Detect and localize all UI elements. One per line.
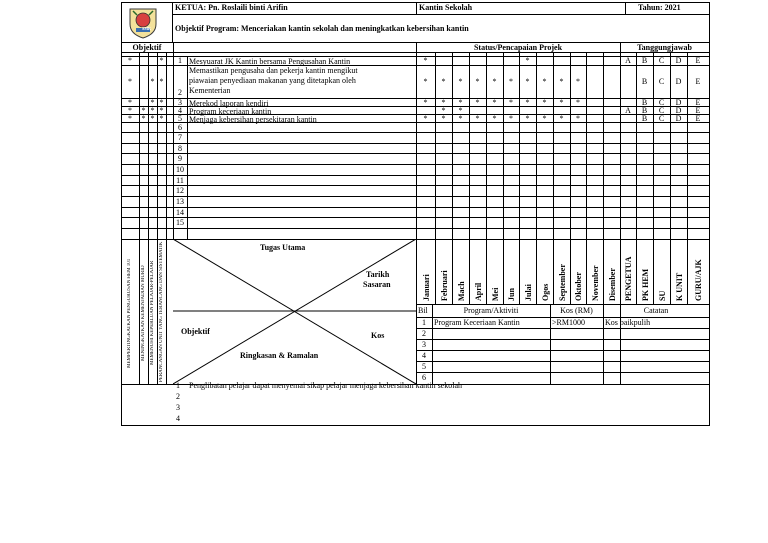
- status-mark: *: [441, 106, 446, 115]
- resp-letter: B: [641, 98, 648, 107]
- status-mark: *: [458, 106, 463, 115]
- month-col-line: [570, 239, 571, 305]
- program-name: Program Keceriaan Kantin: [434, 318, 520, 327]
- month-label: Januari: [422, 274, 431, 301]
- resp-letter: C: [658, 77, 665, 86]
- program-kos: >RM1000: [552, 318, 585, 327]
- row-activity-text: Mesyuarat JK Kantin bersama Pengusahan Kantin: [189, 57, 351, 66]
- note-number: 4: [176, 414, 180, 423]
- month-label: Disember: [608, 268, 617, 301]
- objektif-mark: *: [150, 114, 155, 123]
- resp-letter: C: [658, 114, 665, 123]
- table-row: [121, 175, 709, 185]
- row-number: 8: [178, 144, 182, 153]
- status-mark: *: [458, 77, 463, 86]
- row-number: 5: [178, 114, 182, 123]
- diagram-sasaran: Sasaran: [363, 280, 391, 289]
- month-label: Mei: [491, 287, 500, 301]
- objektif-mark: *: [150, 77, 155, 86]
- objektif-mark: *: [141, 114, 146, 123]
- status-mark: *: [509, 114, 513, 123]
- table-row-line: [121, 228, 710, 229]
- status-mark: *: [492, 77, 497, 86]
- month-col-line: [452, 239, 453, 305]
- header-divider: [172, 2, 173, 43]
- objektif-program: Objektif Program: Menceriakan kantin sekolah dan meningkatkan kebersihan kantin: [175, 24, 469, 33]
- status-mark: *: [525, 56, 530, 65]
- column-tanggungjawab-header: Tanggungjawab: [637, 43, 692, 52]
- program-row-line: [416, 350, 710, 351]
- row-number: 15: [176, 218, 184, 227]
- resp-letter: B: [641, 114, 648, 123]
- month-col-line: [586, 239, 587, 305]
- status-mark: *: [492, 114, 497, 123]
- column-status-header: Status/Pencapaian Projek: [473, 43, 563, 52]
- program-header: Kos (RM): [560, 306, 593, 315]
- role-label: K UNIT: [675, 272, 684, 301]
- table-row: [121, 207, 709, 217]
- objektif-mark: *: [159, 98, 164, 107]
- note-number: 1: [176, 381, 180, 390]
- resp-letter: A: [625, 106, 631, 115]
- border-bottom: [121, 425, 710, 426]
- month-label: Februari: [440, 270, 449, 301]
- role-label: PK HEM: [641, 268, 650, 301]
- resp-letter: E: [695, 106, 701, 115]
- row-number: 9: [178, 154, 182, 163]
- month-label: Jun: [507, 288, 516, 301]
- program-bil: 3: [422, 340, 426, 349]
- row-activity-text: Kementerian: [189, 86, 231, 95]
- column-objektif-header: Objektif: [132, 43, 162, 52]
- objektif-label: MENINGKATKAN KEMENJADIAN MURID: [141, 265, 146, 361]
- status-mark: *: [525, 114, 530, 123]
- row-number: 1: [178, 56, 182, 65]
- diagram-kos: Kos: [371, 331, 385, 340]
- table-row: [121, 217, 709, 228]
- resp-letter: D: [675, 77, 682, 86]
- month-label: Ogos: [541, 283, 550, 301]
- row-number: 12: [176, 186, 184, 195]
- resp-letter: E: [695, 98, 701, 107]
- objektif-mark: *: [150, 106, 155, 115]
- header-divider: [625, 2, 626, 15]
- table-row: [121, 164, 709, 175]
- role-label: PENGETUA: [624, 256, 633, 301]
- resp-letter: D: [675, 98, 682, 107]
- month-col-line: [519, 239, 520, 305]
- program-col-line: [603, 304, 604, 385]
- objektif-mark: *: [128, 56, 132, 65]
- objektif-label: MEMPERTINGKATKAN PENGURUSAN HEM 101: [127, 258, 132, 368]
- row-number: 10: [176, 165, 184, 174]
- status-mark: *: [509, 77, 513, 86]
- status-mark: *: [475, 77, 480, 86]
- status-mark: *: [576, 98, 580, 107]
- header-divider: [416, 2, 417, 15]
- status-mark: *: [542, 77, 547, 86]
- resp-letter: E: [695, 77, 701, 86]
- table-row: [121, 122, 709, 132]
- program-row-line: [416, 372, 710, 373]
- status-mark: *: [576, 114, 580, 123]
- status-mark: *: [423, 98, 428, 107]
- role-line: [620, 304, 710, 305]
- school-logo-text: SMK: [142, 26, 152, 31]
- row-number: 4: [178, 106, 182, 115]
- header-tahun: Tahun: 2021: [638, 3, 681, 12]
- status-mark: *: [441, 77, 446, 86]
- objektif-label: MEMENUHI KEPERLUAN PELAJAR-PELAJAR: [150, 260, 155, 366]
- month-col-line: [536, 239, 537, 305]
- objektif-mark: *: [159, 114, 164, 123]
- row-number: 11: [176, 176, 184, 185]
- table-row: [121, 143, 709, 153]
- table-row: [121, 132, 709, 143]
- status-mark: *: [441, 98, 446, 107]
- month-label: Julai: [524, 284, 533, 301]
- month-label: April: [474, 282, 483, 301]
- month-label: November: [591, 265, 600, 301]
- note-number: 2: [176, 392, 180, 401]
- objektif-label: PERANCANGAN UNIT YANG TERANCANG DAN SISTEMATIK: [159, 241, 164, 382]
- status-mark: *: [423, 56, 428, 65]
- row-number: 14: [176, 208, 184, 217]
- row-activity-text: piawaian penyediaan makanan yang ditetapkan oleh: [189, 76, 356, 85]
- resp-letter: B: [641, 56, 648, 65]
- status-mark: *: [542, 114, 547, 123]
- diagram-ringkasan: Ringkasan & Ramalan: [240, 351, 319, 360]
- objektif-mark: *: [128, 98, 132, 107]
- role-col-line: [687, 239, 688, 305]
- program-row-line: [416, 339, 710, 340]
- status-mark: *: [525, 98, 530, 107]
- row-number: 3: [178, 98, 182, 107]
- resp-letter: A: [625, 56, 631, 65]
- status-mark: *: [559, 98, 564, 107]
- header-ketua: KETUA: Pn. Roslaili binti Arifin: [175, 3, 288, 12]
- row-activity-text: Memastikan pengusaha dan pekerja kantin mengikut: [189, 66, 358, 75]
- program-header: Catatan: [643, 306, 669, 315]
- program-col-line: [550, 304, 551, 385]
- status-mark: *: [509, 98, 513, 107]
- resp-letter: E: [695, 114, 701, 123]
- role-col-line: [636, 239, 637, 305]
- status-mark: *: [475, 98, 480, 107]
- role-label: SU: [658, 290, 667, 301]
- row-number: 6: [178, 123, 182, 132]
- status-mark: *: [441, 114, 446, 123]
- month-col-line: [435, 239, 436, 305]
- objektif-mark: *: [159, 106, 164, 115]
- row-activity-text: Menjaga kebersihan persekitaran kantin: [189, 115, 317, 124]
- role-col-line: [670, 239, 671, 305]
- status-mark: *: [475, 114, 480, 123]
- school-logo: [126, 6, 160, 39]
- resp-letter: D: [675, 106, 682, 115]
- objektif-mark: *: [159, 56, 164, 65]
- objektif-mark: *: [128, 106, 132, 115]
- month-col-line: [503, 239, 504, 305]
- resp-letter: D: [675, 114, 682, 123]
- status-mark: *: [458, 98, 463, 107]
- row-activity-text: Merekod laporan kendiri: [189, 99, 269, 108]
- status-mark: *: [492, 98, 497, 107]
- program-row-line: [416, 328, 710, 329]
- program-header-bil: Bil: [418, 306, 428, 315]
- program-header: Program/Aktiviti: [463, 306, 519, 315]
- table-row: [121, 196, 709, 207]
- resp-letter: D: [675, 56, 682, 65]
- role-label: GURU/AJK: [694, 259, 703, 301]
- program-bil: 6: [422, 373, 426, 382]
- program-catatan: Kos baikpulih: [605, 318, 651, 327]
- resp-letter: E: [695, 56, 701, 65]
- program-bil: 1: [422, 318, 426, 327]
- diagram-tarikh: Tarikh: [366, 270, 390, 279]
- status-mark: *: [423, 77, 428, 86]
- diagram-objektif: Objektif: [181, 327, 210, 336]
- header-unit: Kantin Sekolah: [419, 3, 473, 12]
- resp-letter: C: [658, 56, 665, 65]
- status-mark: *: [525, 77, 530, 86]
- resp-letter: B: [641, 106, 648, 115]
- table-row: [121, 153, 709, 164]
- program-col-line: [432, 304, 433, 385]
- status-mark: *: [559, 114, 564, 123]
- objektif-mark: *: [128, 114, 132, 123]
- month-col-line: [603, 239, 604, 305]
- status-mark: *: [576, 77, 580, 86]
- tugas-diagram: [173, 239, 416, 384]
- objektif-mark: *: [128, 77, 132, 86]
- program-bil: 5: [422, 362, 426, 371]
- row-number: 13: [176, 197, 184, 206]
- program-bil: 2: [422, 329, 426, 338]
- month-col-line: [469, 239, 470, 305]
- month-col-line: [553, 239, 554, 305]
- row-number: 2: [178, 88, 182, 97]
- note-number: 3: [176, 403, 180, 412]
- month-label: September: [558, 264, 567, 301]
- resp-letter: C: [658, 98, 665, 107]
- header-line: [172, 14, 710, 15]
- program-row-line: [416, 361, 710, 362]
- resp-letter: C: [658, 106, 665, 115]
- role-col-line: [653, 239, 654, 305]
- row-activity-text: Program keceriaan kantin: [189, 107, 272, 116]
- objektif-mark: *: [159, 77, 164, 86]
- month-col-line: [486, 239, 487, 305]
- status-mark: *: [423, 114, 428, 123]
- month-label: Oktober: [574, 272, 583, 301]
- status-mark: *: [542, 98, 547, 107]
- table-row: [121, 185, 709, 196]
- program-bil: 4: [422, 351, 426, 360]
- status-mark: *: [559, 77, 564, 86]
- note-text: Penglibatan pelajar dapat menyemai sikap pelajar menjaga kebersihan kantin sekolah: [189, 381, 463, 390]
- objektif-mark: *: [141, 106, 146, 115]
- status-mark: *: [458, 114, 463, 123]
- diagram-tugas-utama: Tugas Utama: [260, 243, 306, 252]
- objektif-mark: *: [150, 98, 155, 107]
- row-number: 7: [178, 133, 182, 142]
- resp-letter: B: [641, 77, 648, 86]
- month-label: Mach: [457, 281, 466, 301]
